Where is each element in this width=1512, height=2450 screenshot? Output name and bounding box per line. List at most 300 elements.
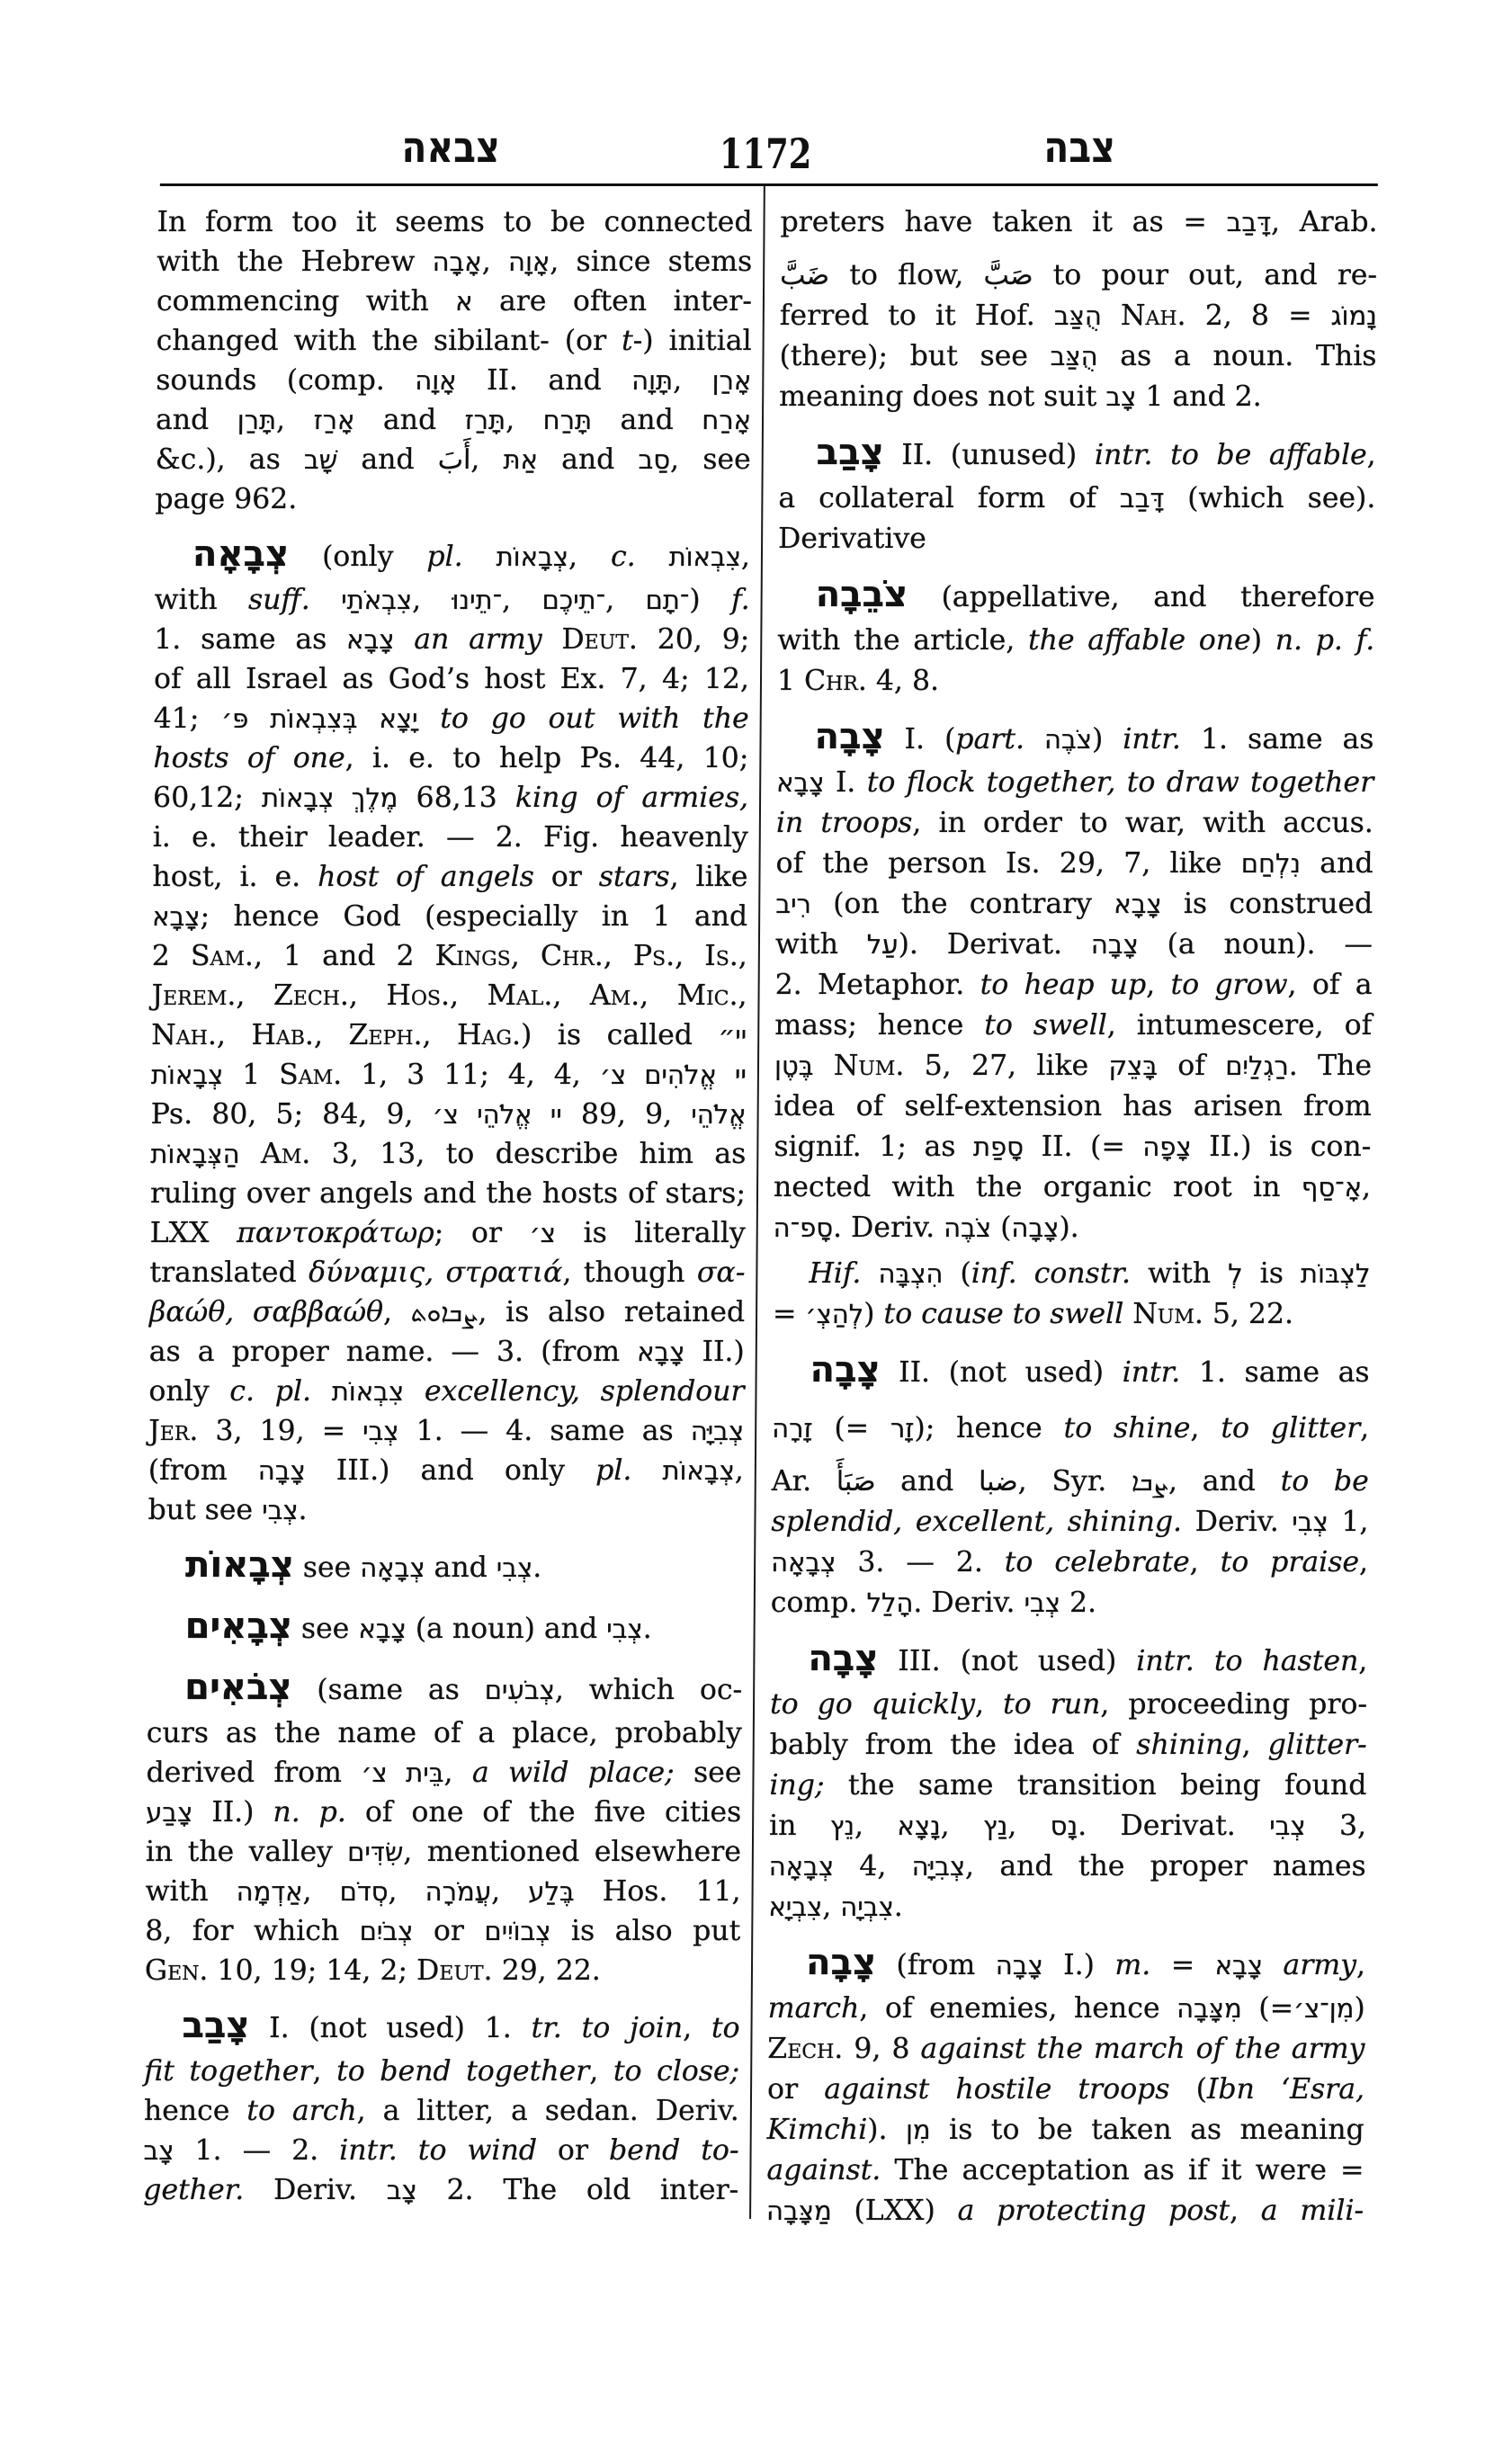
text-run: 1. same as — [154, 623, 347, 656]
italic-text: king of armies, — [514, 782, 749, 814]
text-run: , — [552, 979, 591, 1012]
text-run: Ps. 80, 5; 84, 9, — [150, 1098, 433, 1131]
text-run: , see — [669, 443, 751, 476]
text-line — [774, 1046, 1372, 1086]
left-column — [143, 202, 753, 2210]
text-run: = — [772, 1298, 806, 1330]
hebrew-word: צְבָאוֹת — [496, 541, 569, 572]
text-line — [767, 2029, 1364, 2070]
text-run: 1 — [776, 665, 805, 697]
text-line — [146, 1753, 741, 1793]
text-run: , of a — [1287, 969, 1373, 1001]
hebrew-word: נַץ — [982, 1811, 1008, 1841]
text-line — [145, 1911, 740, 1951]
text-run: I. ( — [884, 723, 956, 756]
text-run — [1123, 1298, 1132, 1330]
arabic-word: صَبَّ — [983, 260, 1033, 291]
hebrew-word: לַצְבּוֹת — [1300, 1258, 1371, 1289]
running-head-first-word: צבאה — [401, 122, 500, 173]
hebrew-word: לְ — [1228, 1258, 1243, 1289]
dictionary-entry — [143, 1999, 740, 2210]
text-run: ) — [689, 584, 732, 616]
text-run — [631, 1454, 662, 1487]
book-reference: Chr. — [540, 940, 604, 972]
text-line — [144, 2091, 739, 2131]
text-run — [310, 584, 342, 616]
text-line — [779, 336, 1376, 377]
text-run: ) — [1250, 624, 1275, 657]
text-line — [153, 818, 748, 857]
text-run: 2. — [1060, 1587, 1097, 1619]
text-run: , which oc- — [554, 1674, 743, 1706]
text-line — [147, 1600, 742, 1652]
book-reference: Gen. — [144, 1954, 209, 1987]
headword: צָבָה — [814, 716, 885, 757]
text-run: , — [738, 940, 747, 972]
text-run: (from — [148, 1454, 258, 1487]
text-line — [771, 1502, 1368, 1542]
hebrew-word: סַב — [638, 444, 671, 475]
italic-text: intr. to hasten — [1136, 1645, 1359, 1677]
hebrew-word: הֻצַּב — [1050, 341, 1098, 371]
text-line — [770, 1685, 1367, 1725]
hebrew-word: צָבָא — [346, 624, 395, 655]
hebrew-word: תָּוָה — [631, 365, 674, 396]
text-run — [404, 1375, 425, 1408]
text-run: II. and — [456, 364, 632, 397]
text-run: , — [1007, 1810, 1051, 1842]
italic-text: pl. — [426, 541, 463, 573]
book-reference: Is. — [704, 940, 738, 972]
italic-text: to cause to swell — [883, 1298, 1124, 1330]
text-line — [151, 1055, 747, 1095]
text-line — [147, 1713, 742, 1753]
text-run: (appellative, and therefore — [907, 581, 1375, 613]
text-line — [150, 1174, 746, 1213]
syriac-word: ܨܒܐ — [1131, 1467, 1169, 1497]
text-line — [778, 519, 1375, 559]
hebrew-word: מִן־צ׳ — [1293, 1993, 1355, 2024]
italic-text: against. — [766, 2154, 881, 2186]
text-line — [156, 361, 751, 400]
hebrew-word: בֵּית צ׳ — [361, 1757, 444, 1788]
text-run: , — [940, 1810, 984, 1842]
hebrew-word: ־תֵינוּ — [452, 585, 503, 615]
text-run: 3. — 2. — [836, 1546, 1005, 1578]
text-run: sounds (comp. — [156, 364, 416, 397]
text-run: , since stems — [550, 246, 753, 278]
text-run: &c.), as — [155, 443, 305, 476]
text-run: . — [298, 1494, 308, 1526]
book-reference: Zech. — [273, 979, 350, 1012]
text-line — [145, 1951, 740, 1990]
text-line — [774, 1086, 1372, 1127]
text-run: , — [605, 584, 646, 616]
text-line — [154, 699, 749, 738]
text-run: hence — [143, 2095, 247, 2127]
dictionary-entry — [148, 1539, 743, 1591]
text-run: and — [875, 1465, 980, 1498]
text-line — [150, 1134, 746, 1174]
italic-text: to close; — [613, 2055, 740, 2088]
text-run: , is also retained — [478, 1296, 746, 1328]
hebrew-word: צָבָא — [1114, 889, 1162, 919]
hebrew-word: צְבִיָּה — [690, 1416, 745, 1446]
text-run: , — [603, 940, 634, 972]
italic-text: to grow — [1170, 969, 1288, 1001]
text-run: , — [312, 2055, 337, 2088]
hebrew-word: תָּרַח — [542, 405, 593, 435]
hebrew-word: סָפַת — [972, 1131, 1024, 1162]
text-run: commencing with — [156, 285, 456, 317]
hebrew-word: צָפָה — [1142, 1131, 1192, 1162]
text-run: Derivative — [777, 523, 927, 555]
text-line — [143, 2131, 738, 2170]
italic-text: stars — [598, 861, 670, 893]
text-line — [156, 321, 751, 361]
text-run: 3, — [1305, 1810, 1367, 1842]
entry-continuation — [779, 202, 1378, 417]
text-run: mass; hence — [774, 1009, 985, 1042]
text-run: , — [854, 1810, 898, 1842]
italic-text: n. p. — [273, 1796, 347, 1829]
italic-text: against the march of the army — [920, 2033, 1365, 2065]
book-reference: Mal. — [487, 979, 553, 1012]
italic-text: pl. — [595, 1454, 632, 1487]
text-run: , — [510, 940, 541, 972]
italic-text: n. p. f. — [1275, 624, 1375, 657]
text-run — [1024, 723, 1044, 756]
text-line — [152, 936, 747, 976]
text-run: is to be taken as meaning — [930, 2114, 1364, 2146]
italic-text: to go quickly — [769, 1688, 976, 1721]
italic-text: to bend together — [336, 2055, 590, 2088]
text-line — [768, 1887, 1365, 1927]
text-run: , — [422, 1019, 458, 1051]
hebrew-word: הִצְבָּה — [878, 1258, 944, 1289]
italic-text: to flock together, to draw together — [866, 766, 1374, 799]
text-run: II. (= — [1023, 1131, 1143, 1163]
hebrew-word: צָבָה — [1011, 1212, 1060, 1243]
text-line — [149, 1332, 745, 1372]
book-reference: Jer. — [148, 1415, 199, 1447]
text-run: 5, 27, like — [904, 1050, 1109, 1082]
italic-text: shining — [1136, 1729, 1242, 1761]
italic-text: fit together — [144, 2055, 313, 2088]
text-line — [780, 202, 1377, 243]
text-run: and — [425, 1551, 497, 1584]
text-run: and — [337, 443, 438, 476]
hebrew-word: דָּבַב — [1226, 207, 1272, 237]
text-run: to flow, — [828, 259, 984, 291]
text-line — [773, 1294, 1370, 1335]
hebrew-word: צְבָאוֹת — [150, 1060, 224, 1090]
text-run: 3, 13, to describe him as — [310, 1138, 747, 1170]
text-run: , — [974, 1688, 1004, 1721]
text-run: , Arab. — [1270, 206, 1378, 238]
text-run: , — [1366, 439, 1376, 471]
text-line — [151, 976, 747, 1015]
text-run — [394, 623, 414, 656]
hebrew-word: סְדֹם — [339, 1876, 389, 1907]
hebrew-word: הֻצַּב — [1053, 300, 1102, 331]
text-run: preters have taken it as = — [780, 206, 1227, 238]
text-line — [780, 243, 1377, 296]
italic-text: hosts of one — [153, 742, 345, 774]
hebrew-word: צְבֹעִים — [484, 1675, 556, 1705]
italic-text: to go out with the — [440, 702, 749, 735]
text-run: II. (not used) — [880, 1356, 1123, 1389]
text-run: with the article, — [777, 624, 1029, 657]
hebrew-word: צְבֹיִם — [359, 1916, 414, 1946]
hebrew-word: צִבְאוֹת — [331, 1376, 405, 1407]
hebrew-word: הַצְּבָאוֹת — [150, 1139, 240, 1169]
text-line — [150, 1213, 746, 1253]
hebrew-word: צְבִיָּה — [911, 1851, 966, 1882]
text-line — [155, 528, 750, 580]
italic-text: march — [767, 1992, 860, 2025]
hebrew-word: דָּבַב — [1119, 483, 1165, 514]
text-run — [1102, 300, 1121, 332]
text-run: , — [822, 1891, 841, 1923]
dictionary-entry — [148, 528, 750, 1530]
hebrew-word: רַגְלַיִם — [1225, 1051, 1289, 1081]
dictionary-entry — [771, 1344, 1370, 1623]
hebrew-word: נָצָא — [897, 1811, 941, 1841]
text-line — [156, 440, 751, 479]
text-run: , — [1229, 2195, 1262, 2227]
text-run: I. — [824, 766, 867, 799]
dictionary-entry — [774, 711, 1374, 1248]
hebrew-word: נֵץ — [829, 1811, 855, 1841]
hebrew-word: עֲמֹרָה — [425, 1876, 492, 1907]
book-reference: Nah. — [1120, 300, 1186, 332]
text-run: -) initial — [632, 325, 752, 357]
text-run: . The — [1288, 1050, 1373, 1082]
text-run: see — [291, 1613, 359, 1645]
text-run: III.) and only — [305, 1454, 596, 1487]
text-run: Hos. 11, — [574, 1875, 741, 1908]
italic-text: a wild place; — [471, 1757, 675, 1789]
text-line — [147, 1661, 742, 1713]
text-run: of the person Is. 29, 7, like — [775, 847, 1241, 880]
hebrew-word: מַצָּבָה — [766, 2195, 832, 2226]
text-run: , — [1358, 1645, 1368, 1677]
hebrew-word: א — [455, 286, 473, 317]
text-run: and — [354, 404, 465, 436]
hebrew-word: צָבָא — [358, 1614, 407, 1644]
dictionary-entry — [145, 1661, 743, 1990]
text-line — [774, 1006, 1372, 1046]
italic-text: c. pl. — [229, 1375, 312, 1408]
text-run: with — [154, 584, 249, 616]
text-line — [774, 1208, 1371, 1248]
text-run — [636, 541, 669, 573]
italic-text: inf. constr. — [971, 1257, 1132, 1290]
headword: צָבָה — [808, 1638, 879, 1679]
text-line — [144, 2052, 739, 2091]
text-run: , — [1189, 1546, 1221, 1578]
text-run: or — [766, 2073, 825, 2106]
text-line — [774, 1127, 1371, 1167]
text-run: 1. same as — [1180, 1356, 1370, 1389]
italic-text: suff. — [247, 584, 310, 616]
text-run: (which see). — [1164, 482, 1376, 514]
text-run: , — [675, 940, 705, 972]
text-line — [775, 884, 1373, 925]
text-run: (on the contrary — [810, 888, 1114, 920]
text-line — [148, 1451, 744, 1490]
italic-text: to glitter — [1221, 1412, 1361, 1444]
hebrew-word: צְבִי — [362, 1416, 399, 1446]
italic-text: a mili- — [1260, 2195, 1364, 2227]
hebrew-word: צ׳ — [529, 1218, 557, 1248]
text-line — [776, 803, 1373, 844]
italic-text: to be — [1280, 1465, 1369, 1498]
hebrew-word: צְבוֹיִים — [484, 1916, 551, 1946]
hebrew-word: מֶלֶךְ צְבָאוֹת — [261, 782, 398, 813]
text-run: , — [1241, 1729, 1268, 1761]
arabic-word: ضَبَّ — [780, 260, 830, 291]
text-line — [767, 2110, 1364, 2150]
text-run — [239, 1138, 261, 1170]
hebrew-word: צֹבֶה — [1043, 724, 1093, 755]
hebrew-word: צְבִי — [262, 1495, 299, 1525]
text-run: , — [734, 1454, 744, 1487]
text-line — [151, 1015, 747, 1055]
text-run: bably from the idea of — [769, 1729, 1137, 1761]
hebrew-word: צָבָה — [995, 1950, 1043, 1981]
text-line — [152, 857, 747, 897]
text-line — [772, 1396, 1369, 1449]
text-line — [146, 1793, 741, 1832]
dictionary-entry — [777, 568, 1375, 702]
right-column — [766, 202, 1378, 2231]
text-run: ; hence God (especially in 1 and — [200, 900, 748, 933]
book-reference: Kings — [434, 940, 511, 972]
book-reference: Zech. — [767, 2033, 844, 2065]
italic-text: c. — [610, 541, 636, 573]
headword: צָבָה — [805, 1942, 877, 1983]
headword: צָבָה — [810, 1349, 881, 1390]
book-reference: Chr. — [803, 665, 868, 697]
text-run: , proceeding pro- — [1100, 1688, 1368, 1721]
text-run: ) — [1091, 723, 1123, 756]
text-run — [463, 541, 497, 573]
text-line — [768, 1936, 1365, 1989]
text-line — [148, 1539, 743, 1591]
hebrew-word: נָס — [1050, 1811, 1078, 1841]
text-run: i. e. their leader. — 2. Fig. heavenly — [152, 821, 748, 854]
text-run: as a noun. This — [1097, 340, 1377, 372]
greek-word: σα- — [696, 1256, 746, 1289]
text-run: , i. e. to help Ps. 44, 10; — [344, 742, 749, 774]
text-line — [156, 400, 751, 440]
hebrew-word: לְהַצְ׳ — [805, 1299, 864, 1329]
hebrew-word: צָב — [1105, 381, 1137, 412]
text-run: only — [148, 1375, 230, 1408]
text-run: , — [568, 541, 612, 573]
text-run: with — [145, 1875, 237, 1908]
text-run: , — [505, 404, 543, 436]
text-run: , — [1190, 1412, 1221, 1444]
text-run: . — [642, 1613, 652, 1645]
book-reference: Zeph. — [348, 1019, 423, 1051]
text-run: . Derivat. — [1078, 1810, 1270, 1842]
dictionary-entry — [768, 1632, 1367, 1927]
arabic-word: أَبَ — [437, 444, 471, 476]
book-reference: Num. — [1132, 1298, 1204, 1330]
text-run: 8, for which — [145, 1915, 360, 1947]
text-run: 41; — [153, 702, 222, 735]
text-run: , — [313, 1019, 349, 1051]
text-run: in the valley — [145, 1836, 348, 1868]
hebrew-word: צְבָאוֹת — [662, 1455, 735, 1486]
book-reference: Hag. — [456, 1019, 522, 1051]
text-run: Ar. — [771, 1465, 837, 1498]
italic-text: part. — [955, 723, 1025, 756]
hebrew-word: תָּרַן — [237, 405, 277, 435]
text-run: I. (not used) 1. — [249, 2012, 532, 2044]
italic-text: intr. — [1123, 723, 1182, 756]
headword: צָבַב — [182, 2005, 250, 2046]
text-run: changed with the sibilant- (or — [156, 325, 622, 357]
text-run: , — [1361, 1171, 1372, 1203]
text-run: (= — [812, 1412, 891, 1444]
italic-text: Kimchi — [766, 2114, 868, 2146]
hebrew-word: מִן — [905, 2115, 931, 2145]
text-run: II.) — [684, 1336, 745, 1368]
text-line — [770, 1632, 1367, 1685]
text-line — [779, 426, 1376, 478]
hebrew-word: אָרַז — [313, 405, 355, 435]
text-run: as a proper name. — 3. (from — [148, 1336, 638, 1368]
italic-text: a protecting post — [957, 2195, 1230, 2227]
greek-word: δύναμις, στρατιά — [309, 1256, 563, 1289]
text-run: (LXX) — [831, 2195, 958, 2227]
text-line — [777, 661, 1374, 702]
text-line — [146, 1832, 741, 1872]
greek-word: βαώθ, σαββαώθ — [148, 1296, 384, 1328]
italic-text: tr. to join — [531, 2012, 684, 2044]
text-run: (same as — [291, 1674, 485, 1706]
hebrew-word: שָׁב — [303, 444, 338, 475]
text-run: is — [1242, 1257, 1302, 1290]
text-line — [157, 242, 752, 282]
text-line — [772, 1449, 1369, 1502]
text-run: to pour out, and re- — [1033, 259, 1378, 291]
text-run: ( — [991, 1212, 1012, 1244]
italic-text: host of angels — [318, 861, 535, 893]
text-run: ; or — [434, 1217, 530, 1249]
text-run: = — [1150, 1949, 1215, 1981]
hebrew-word: צָבָא — [1214, 1950, 1264, 1981]
hebrew-word: הָלַל — [866, 1587, 914, 1618]
text-run: , and — [1168, 1465, 1281, 1498]
text-run: In form too it seems to be connected — [157, 206, 753, 238]
text-line — [769, 1766, 1366, 1806]
text-run: are often inter- — [472, 285, 753, 317]
text-run: with the Hebrew — [157, 246, 433, 278]
text-run: , in order to war, with accus. — [912, 807, 1374, 839]
text-run: ). — [1059, 1212, 1079, 1244]
italic-text: against hostile troops — [824, 2073, 1170, 2106]
text-run: of all Israel as God’s host Ex. 7, 4; 12, — [153, 663, 750, 695]
text-run: 10, 19; 14, 2; — [208, 1954, 417, 1987]
text-run: , — [388, 1875, 425, 1908]
text-run — [542, 623, 562, 656]
text-line — [773, 1254, 1370, 1294]
